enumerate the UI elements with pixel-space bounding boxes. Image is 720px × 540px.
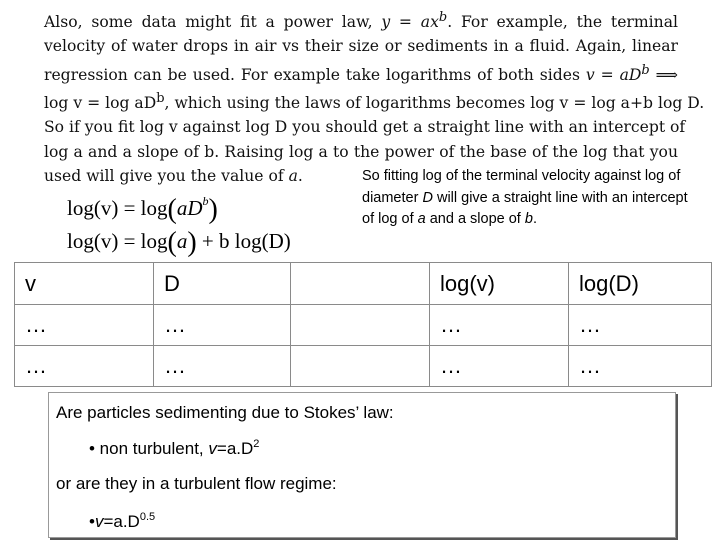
header-logd: log(D)	[569, 263, 712, 305]
table-cell: …	[154, 346, 291, 387]
box-question-2: or are they in a turbulent flow regime:	[56, 474, 337, 493]
table-cell: …	[569, 305, 712, 346]
table-cell: …	[430, 305, 569, 346]
table-cell	[291, 305, 430, 346]
table-header-row	[15, 263, 712, 305]
para-line-5: So if you fit log v against log D you should get a straight line with an intercept of	[44, 118, 686, 137]
box-question-1: Are particles sedimenting due to Stokes’ law:	[56, 403, 394, 422]
data-table	[14, 262, 712, 387]
bullet-non-turbulent: • non turbulent, $v=a.D^2$	[89, 438, 260, 458]
intro-paragraph	[44, 6, 705, 188]
bullet-turbulent: $•v=a.D^{0.5}$	[89, 511, 156, 531]
stokes-law-box	[48, 392, 676, 538]
table-cell: …	[15, 346, 154, 387]
para-line-2: velocity of water drops in air vs their size or sediments in a fluid. Again, linear	[44, 37, 678, 56]
table-cell: …	[569, 346, 712, 387]
header-logv: log(v)	[430, 263, 569, 305]
header-d: D	[154, 263, 291, 305]
para-line-3: regression can be used. For example take logarithms of both sides $v = aD^b$ ⟹	[44, 62, 678, 84]
header-v: v	[15, 263, 154, 305]
equation-1: $\log(v) = \log(aD^b)$	[67, 194, 218, 225]
explanation-note: So fitting log of the terminal velocity against log of diameter D will give a straight line with an intercept of log of a and a slope of b.	[362, 168, 688, 227]
equation-2: log(v) = log(a) + b log(D)	[67, 227, 291, 258]
table-cell	[291, 346, 430, 387]
para-line-1: Also, some data might fit a power law, $y = ax^b$. For example, the terminal	[44, 10, 678, 32]
table-cell: …	[154, 305, 291, 346]
para-line-7: used will give you the value of a.	[44, 166, 303, 185]
table-row	[15, 305, 712, 346]
table-cell: …	[15, 305, 154, 346]
header-empty	[291, 263, 430, 305]
para-line-6: log a and a slope of b. Raising log a to the power of the base of the log that you	[44, 142, 678, 161]
table-row	[15, 346, 712, 387]
para-line-4: $\log v = \log aD^b$, which using the laws of logarithms becomes log v = log a+b log D.	[44, 90, 705, 113]
table-cell: …	[430, 346, 569, 387]
